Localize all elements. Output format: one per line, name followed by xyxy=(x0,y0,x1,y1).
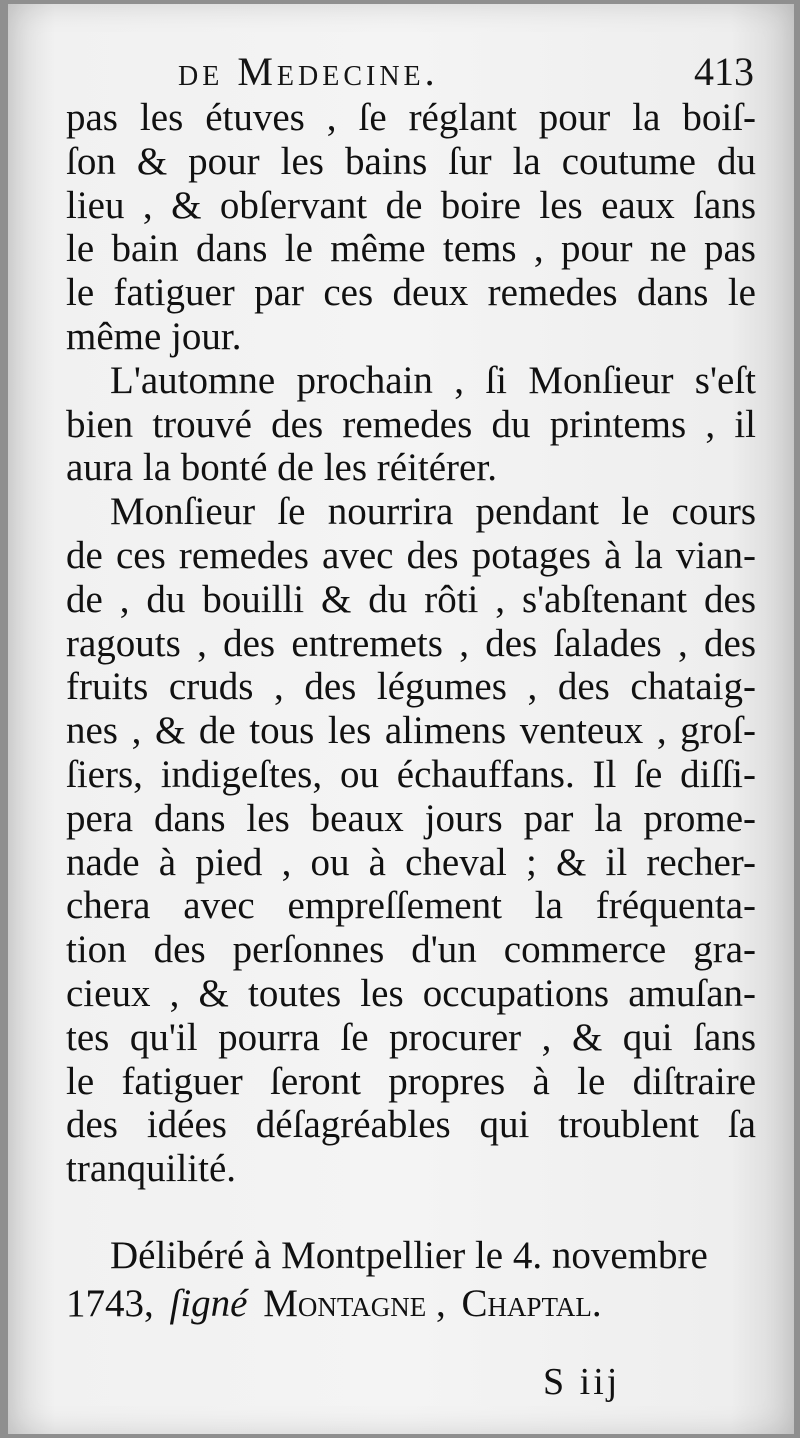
signatory-chaptal: Chaptal. xyxy=(461,1282,602,1325)
text-line: nade à pied , ou à cheval ; & il recher- xyxy=(66,840,756,884)
text-line: ragouts , des entremets , des ſalades , des xyxy=(66,621,756,665)
book-page xyxy=(8,4,794,1434)
text-line: bien trouvé des remedes du printems , il xyxy=(66,402,756,446)
signature-line xyxy=(66,1280,756,1328)
text-line: de ces remedes avec des potages à la vian- xyxy=(66,533,756,577)
text-line: pas les étuves , ſe réglant pour la boiſ- xyxy=(66,96,756,139)
text-line: le fatiguer ſeront propres à le diſtraire xyxy=(66,1059,756,1103)
text-line: cieux , & toutes les occupations amuſan- xyxy=(66,971,756,1015)
text-line: pera dans les beaux jours par la prome- xyxy=(66,796,756,840)
text-line: lieu , & obſervant de boire les eaux ſans xyxy=(66,183,756,227)
text-line: tes qu'il pourra ſe procurer , & qui ſans xyxy=(66,1015,756,1059)
closing-year: 1743, xyxy=(66,1282,154,1325)
body-text xyxy=(66,96,756,1191)
closing-date-line: Délibéré à Montpellier le 4. novembre xyxy=(110,1234,708,1277)
page-number: 413 xyxy=(694,49,754,94)
text-line: même jour. xyxy=(66,314,242,358)
signature-word: ſigné xyxy=(169,1282,248,1325)
text-line: nes , & de tous les alimens venteux , groſ- xyxy=(66,709,756,753)
text-line: le fatiguer par ces deux remedes dans le xyxy=(66,271,756,315)
text-line: aura la bonté de les réitérer. xyxy=(66,446,497,490)
text-line: de , du bouilli & du rôti , s'abſtenant des xyxy=(66,577,756,621)
text-line: L'automne prochain , ſi Monſieur s'eſt xyxy=(110,358,756,402)
text-line: fruits cruds , des légumes , des chataig- xyxy=(66,665,756,709)
signatory-montagne: Montagne , xyxy=(263,1282,446,1325)
signature-mark: S iij xyxy=(543,1361,621,1403)
text-line: Monſieur ſe nourrira pendant le cours xyxy=(110,490,756,534)
text-line: le bain dans le même tems , pour ne pas xyxy=(66,227,756,271)
text-line: des idées déſagréables qui troublent ſa xyxy=(66,1103,756,1147)
closing-block xyxy=(66,1232,756,1328)
text-line: ſiers, indigeſtes, ou échauffans. Il ſe diſſi- xyxy=(66,752,756,796)
text-line: ſon & pour les bains ſur la coutume du xyxy=(66,139,756,183)
text-line: chera avec empreſſement la fréquenta- xyxy=(66,884,756,928)
text-line: tion des perſonnes d'un commerce gra- xyxy=(66,928,756,972)
text-line: tranquilité. xyxy=(66,1147,237,1191)
running-title: de Medecine. xyxy=(178,49,439,94)
